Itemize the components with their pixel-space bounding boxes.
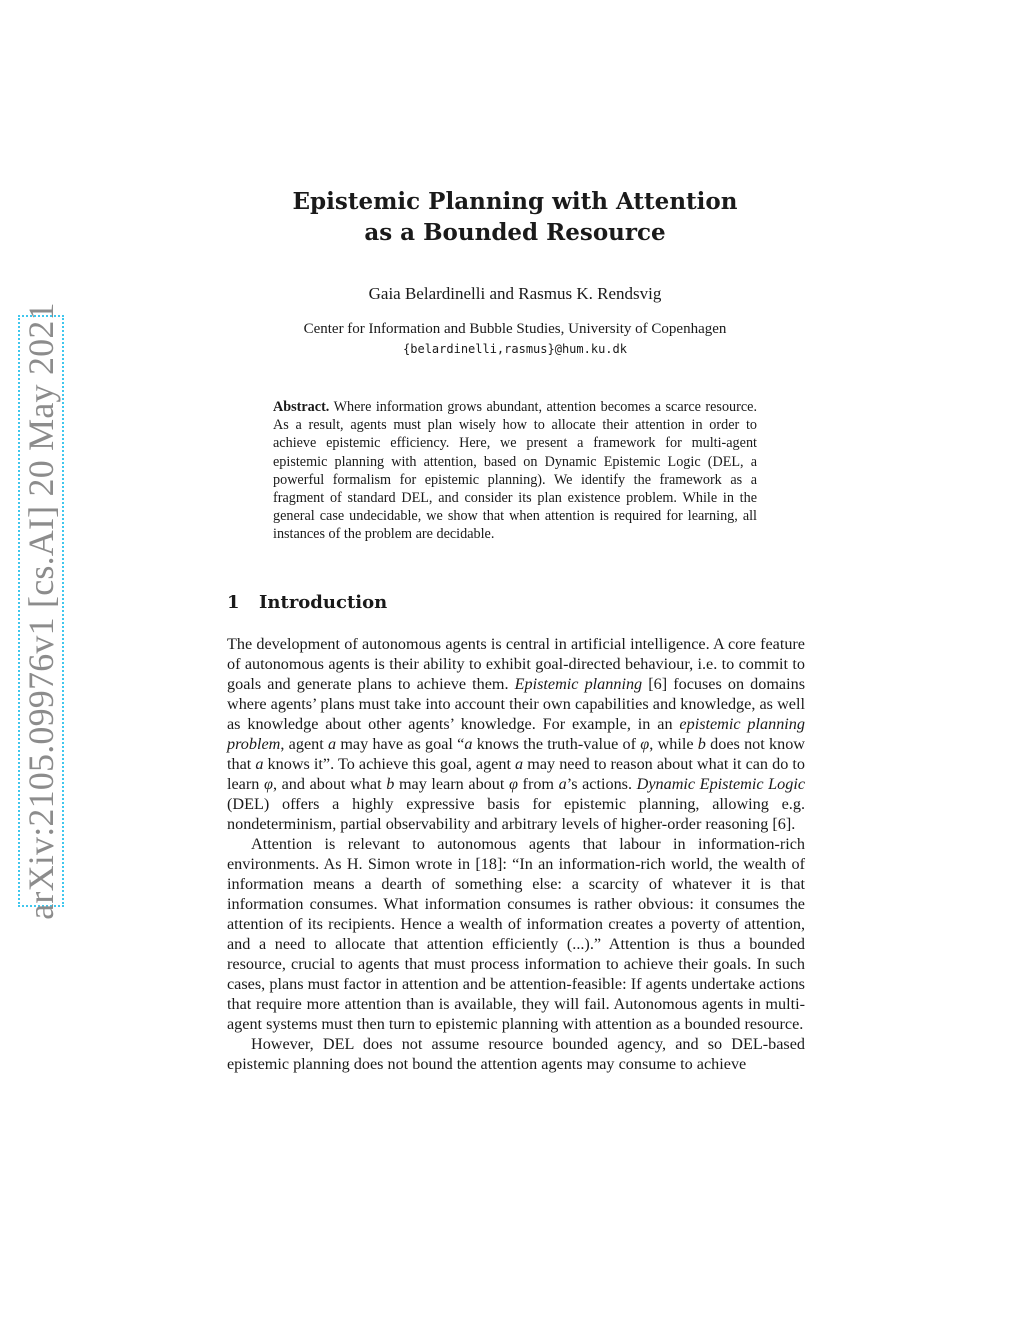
arxiv-identifier-stamp (18, 302, 64, 920)
term-dynamic-epistemic-logic: Dynamic Epistemic Logic (636, 775, 806, 793)
author-list: Gaia Belardinelli and Rasmus K. Rendsvig (368, 284, 662, 303)
paragraph-1: The development of autonomous agents is central in artificial intelligence. A core feature of autonomous agents is their ability to exhibit goal-directed behaviour, i.e. to commit to goals and generate plans to achieve them. Epistemic planning [6] focuses on domains where agents’ plans must take into account their own capabilities and knowledge, as well as knowledge about other agents’ knowledge. For example, in an epistemic planning problem, agent a may have as goal “a knows the truth-value of φ, while b does not know that a knows it”. To achieve this goal, agent a may need to reason about what it can do to learn φ, and about what b may learn about φ from a’s actions. Dynamic Epistemic Logic (DEL) offers a highly expressive basis for epistemic planning, allowing e.g. nondeterminism, partial observability and arbitrary levels of higher-order reasoning [6]. (227, 635, 806, 833)
term-epistemic-planning: Epistemic planning (514, 675, 643, 693)
paragraph-3: However, DEL does not assume resource bounded agency, and so DEL-based epistemic planning does not bound the attention agents may consume to achieve (227, 1035, 805, 1073)
abstract-label: Abstract. (273, 399, 330, 415)
section-title: Introduction (259, 592, 388, 613)
abstract (273, 398, 757, 544)
affiliation-block (0, 319, 1024, 359)
section-number: 1 (227, 592, 240, 613)
section-heading (227, 592, 387, 613)
section-body (227, 634, 805, 1074)
paper-title-line-2: as a Bounded Resource (364, 219, 666, 246)
paper-title-line-1: Epistemic Planning with Attention (292, 188, 738, 215)
term-epistemic-planning-problem: epistemic planning problem (227, 715, 805, 753)
affiliation: Center for Information and Bubble Studies, University of Copenhagen (303, 321, 727, 337)
paragraph-2: Attention is relevant to autonomous agents that labour in information-rich environments. As H. Simon wrote in [18]: “In an information-rich world, the wealth of information means a dearth of something else: a scarcity of whatever it is that information consumes. What information consumes is rather obvious: it consumes the attention of its recipients. Hence a wealth of information creates a poverty of attention, and a need to allocate that attention efficiently (...).” Attention is thus a bounded resource, crucial to agents that must process information to achieve their goals. In such cases, plans must factor in attention and be attention-feasible: If agents undertake actions that require more attention than is available, they will fail. Autonomous agents in multi-agent systems must then turn to epistemic planning with attention as a bounded resource. (227, 835, 805, 1033)
abstract-text: Where information grows abundant, attention becomes a scarce resource. As a result, agents must plan wisely how to allocate their attention in order to achieve epistemic efficiency. Here, we present a framework for multi-agent epistemic planning with attention, based on Dynamic Epistemic Logic (DEL, a powerful formalism for epistemic planning). We identify the framework as a fragment of standard DEL, and consider its plan existence problem. While in the general case undecidable, we show that when attention is required for learning, all instances of the problem are decidable. (273, 399, 758, 543)
arxiv-identifier-text: arXiv:2105.09976v1 [cs.AI] 20 May 2021 (21, 302, 61, 920)
paper-title (0, 186, 1024, 248)
author-email: {belardinelli,rasmus}@hum.ku.dk (403, 342, 627, 356)
